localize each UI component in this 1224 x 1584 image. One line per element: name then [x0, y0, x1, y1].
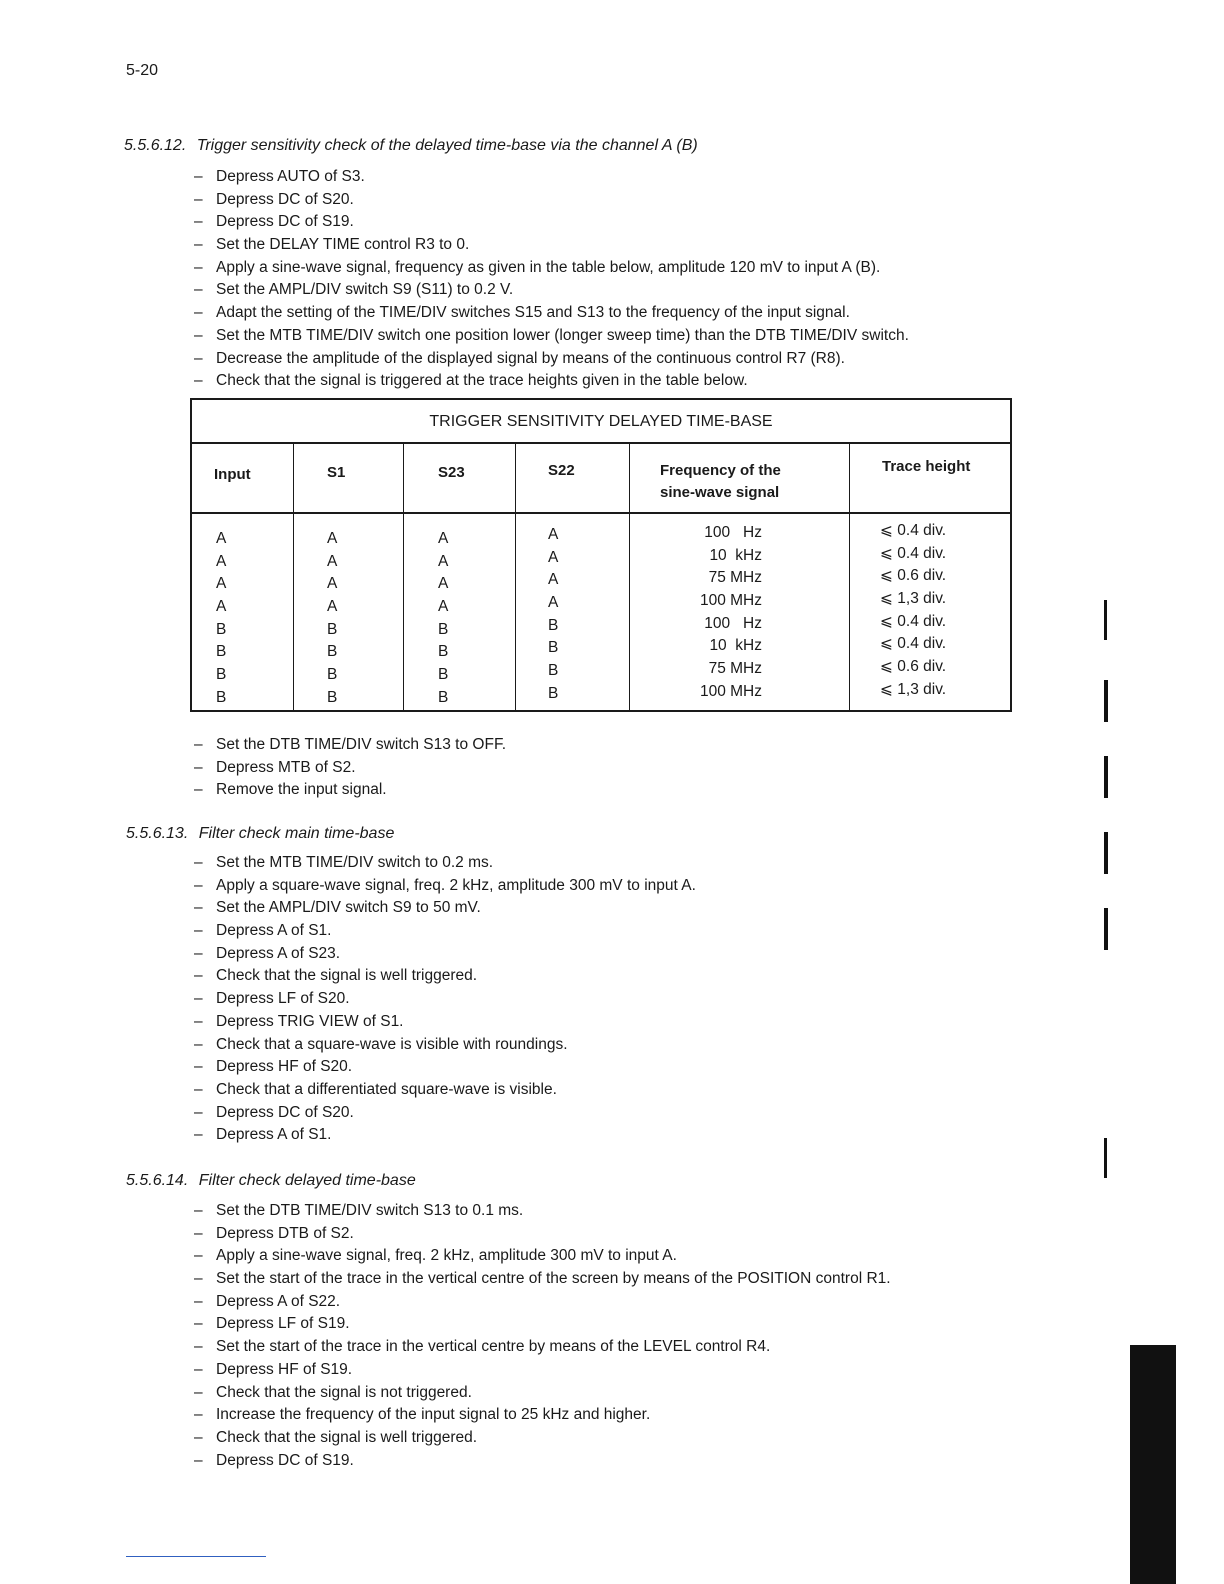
section-heading-12	[124, 137, 698, 155]
step-text: Depress TRIG VIEW of S1.	[216, 1012, 404, 1030]
step-text: Depress A of S22.	[216, 1292, 341, 1310]
step-item	[194, 1056, 696, 1079]
step-item	[194, 1124, 696, 1147]
step-text: Depress DC of S20.	[216, 190, 354, 208]
step-text: Adapt the setting of the TIME/DIV switches S15 and S13 to the frequency of the input signal.	[216, 304, 850, 322]
step-item	[194, 370, 909, 393]
table-cell: 75 MHz	[708, 660, 762, 678]
header-frequency	[660, 460, 781, 504]
table-cell: B	[548, 684, 559, 702]
table-cell: A	[548, 526, 559, 543]
step-item	[194, 1313, 891, 1336]
dash-bullet: –	[194, 1058, 203, 1076]
step-item	[194, 257, 909, 280]
step-text: Check that the signal is well triggered.	[216, 1428, 478, 1446]
step-item	[194, 279, 909, 302]
table-cell: A	[216, 530, 227, 547]
dash-bullet: –	[194, 1080, 203, 1098]
step-text: Depress AUTO of S3.	[216, 168, 365, 185]
table-cell: B	[216, 688, 227, 706]
step-item	[194, 166, 909, 189]
step-text: Depress DC of S19.	[216, 213, 354, 231]
table-cell: B	[548, 662, 559, 680]
section-number: 5.5.6.14.	[126, 1172, 189, 1189]
step-item	[194, 211, 909, 234]
step-text: Depress A of S23.	[216, 944, 341, 962]
column-s23	[438, 528, 448, 710]
table-cell: B	[216, 666, 227, 684]
step-text: Check that a square-wave is visible with roundings.	[216, 1035, 568, 1053]
dash-bullet: –	[194, 1292, 203, 1310]
dash-bullet: –	[194, 781, 203, 799]
column-s22	[548, 524, 558, 706]
table-cell: 100 Hz	[704, 614, 762, 632]
step-text: Set the MTB TIME/DIV switch one position lower (longer sweep time) than the DTB TIME/DIV switch.	[216, 326, 909, 344]
step-text: Check that a differentiated square-wave is visible.	[216, 1080, 557, 1098]
dash-bullet: –	[194, 304, 203, 322]
step-item	[194, 1102, 696, 1125]
dash-bullet: –	[194, 1338, 203, 1356]
step-text: Depress DC of S19.	[216, 1451, 354, 1469]
scan-edge-shadow	[1130, 1345, 1176, 1584]
step-text: Depress HF of S20.	[216, 1058, 353, 1076]
table-cell: A	[438, 598, 449, 616]
step-text: Apply a sine-wave signal, freq. 2 kHz, amplitude 300 mV to input A.	[216, 1247, 677, 1265]
step-text: Set the start of the trace in the vertical centre by means of the LEVEL control R4.	[216, 1338, 771, 1356]
table-cell: ⩽ 1,3 div.	[880, 590, 947, 608]
dash-bullet: –	[194, 967, 203, 985]
table-cell: ⩽ 0.4 div.	[880, 635, 947, 653]
table-cell: 100 MHz	[699, 682, 762, 700]
dash-bullet: –	[194, 1012, 203, 1030]
header-frequency-line2: sine-wave signal	[660, 484, 780, 501]
table-cell: B	[327, 643, 338, 661]
dash-bullet: –	[194, 1360, 203, 1378]
dash-bullet: –	[194, 922, 203, 940]
step-list	[194, 734, 506, 802]
dash-bullet: –	[194, 1224, 203, 1242]
column-s1	[327, 528, 337, 710]
step-item	[194, 348, 909, 371]
step-text: Set the AMPL/DIV switch S9 (S11) to 0.2 V.	[216, 281, 514, 299]
section-title: Filter check delayed time-base	[198, 1172, 416, 1189]
step-text: Depress MTB of S2.	[216, 758, 356, 776]
table-cell: A	[548, 548, 559, 566]
dash-bullet: –	[194, 372, 203, 390]
table-cell: A	[327, 575, 338, 593]
section-number: 5.5.6.13.	[126, 825, 189, 842]
step-item	[194, 1034, 696, 1057]
table-header-row	[192, 442, 1010, 514]
dash-bullet: –	[194, 1103, 203, 1121]
table-cell: A	[327, 552, 338, 570]
step-item	[194, 757, 506, 780]
dash-bullet: –	[194, 1035, 203, 1053]
table-cell: ⩽ 0.6 div.	[880, 567, 947, 585]
step-text: Set the AMPL/DIV switch S9 to 50 mV.	[216, 899, 481, 917]
table-cell: B	[548, 616, 559, 634]
step-item	[194, 920, 696, 943]
table-cell: ⩽ 0.4 div.	[880, 522, 947, 539]
table-cell: A	[327, 530, 338, 547]
step-text: Depress A of S1.	[216, 922, 332, 940]
section-heading-13	[126, 825, 394, 843]
table-cell: ⩽ 0.4 div.	[880, 544, 947, 562]
table-cell: ⩽ 1,3 div.	[880, 680, 947, 698]
step-text: Depress LF of S19.	[216, 1315, 350, 1333]
step-list	[194, 1200, 891, 1472]
step-item	[194, 965, 696, 988]
step-text: Increase the frequency of the input signal to 25 kHz and higher.	[216, 1406, 651, 1424]
table-cell: A	[216, 552, 227, 570]
table-cell: B	[438, 688, 449, 706]
header-trace-height: Trace height	[882, 458, 971, 475]
table-cell: A	[548, 594, 559, 612]
table-cell: 100 Hz	[704, 524, 762, 541]
step-text: Depress A of S1.	[216, 1126, 332, 1144]
table-cell: 10 kHz	[709, 637, 762, 655]
dash-bullet: –	[194, 236, 203, 254]
dash-bullet: –	[194, 168, 203, 185]
table-cell: B	[216, 620, 227, 638]
trigger-sensitivity-table	[190, 398, 1012, 712]
step-item	[194, 234, 909, 257]
dash-bullet: –	[194, 1126, 203, 1144]
step-text: Apply a square-wave signal, freq. 2 kHz, amplitude 300 mV to input A.	[216, 876, 696, 894]
table-cell: B	[327, 666, 338, 684]
step-text: Depress DC of S20.	[216, 1103, 354, 1121]
table-cell: B	[327, 620, 338, 638]
step-item	[194, 1011, 696, 1034]
step-item	[194, 302, 909, 325]
dash-bullet: –	[194, 990, 203, 1008]
step-item	[194, 325, 909, 348]
dash-bullet: –	[194, 281, 203, 299]
step-item	[194, 897, 696, 920]
dash-bullet: –	[194, 1428, 203, 1446]
step-item	[194, 943, 696, 966]
column-input	[216, 528, 226, 710]
dash-bullet: –	[194, 899, 203, 917]
binding-mark	[1104, 832, 1108, 874]
table-cell: ⩽ 0.6 div.	[880, 658, 947, 676]
dash-bullet: –	[194, 1406, 203, 1424]
dash-bullet: –	[194, 213, 203, 231]
header-s22: S22	[548, 462, 575, 479]
section-heading-14	[126, 1172, 416, 1190]
step-text: Set the DELAY TIME control R3 to 0.	[216, 236, 470, 254]
dash-bullet: –	[194, 326, 203, 344]
step-item	[194, 1359, 891, 1382]
binding-mark	[1104, 1138, 1107, 1178]
step-item	[194, 1336, 891, 1359]
dash-bullet: –	[194, 736, 203, 753]
step-item	[194, 1268, 891, 1291]
step-text: Set the start of the trace in the vertical centre of the screen by means of the POSITION control R1.	[216, 1270, 891, 1288]
table-cell: B	[216, 643, 227, 661]
table-cell: B	[327, 688, 338, 706]
column-trace-height	[880, 520, 946, 702]
step-item	[194, 1382, 891, 1405]
binding-mark	[1104, 680, 1108, 722]
step-item	[194, 734, 506, 757]
table-cell: 100 MHz	[699, 592, 762, 610]
table-cell: 10 kHz	[709, 546, 762, 564]
step-text: Decrease the amplitude of the displayed signal by means of the continuous control R7 (R8).	[216, 349, 845, 367]
step-item	[194, 1200, 891, 1223]
column-frequency	[662, 522, 762, 704]
step-text: Set the DTB TIME/DIV switch S13 to 0.1 ms.	[216, 1202, 524, 1219]
table-title: TRIGGER SENSITIVITY DELAYED TIME-BASE	[192, 400, 1010, 444]
section-title: Trigger sensitivity check of the delayed time-base via the channel A (B)	[196, 137, 698, 154]
footer-rule	[126, 1556, 266, 1557]
table-cell: A	[216, 575, 227, 593]
step-item	[194, 1427, 891, 1450]
step-text: Depress DTB of S2.	[216, 1224, 354, 1242]
dash-bullet: –	[194, 1451, 203, 1469]
table-cell: A	[438, 575, 449, 593]
dash-bullet: –	[194, 1315, 203, 1333]
table-cell: A	[438, 552, 449, 570]
table-cell: A	[216, 598, 227, 616]
step-text: Depress HF of S19.	[216, 1360, 353, 1378]
table-cell: 75 MHz	[708, 569, 762, 587]
step-text: Check that the signal is well triggered.	[216, 967, 478, 985]
binding-mark	[1104, 908, 1108, 950]
table-cell: ⩽ 0.4 div.	[880, 612, 947, 630]
binding-mark	[1104, 600, 1107, 640]
section-title: Filter check main time-base	[198, 825, 395, 842]
dash-bullet: –	[194, 944, 203, 962]
step-item	[194, 875, 696, 898]
table-cell: A	[327, 598, 338, 616]
step-item	[194, 1223, 891, 1246]
step-item	[194, 1245, 891, 1268]
dash-bullet: –	[194, 1270, 203, 1288]
dash-bullet: –	[194, 349, 203, 367]
step-item	[194, 852, 696, 875]
table-cell: B	[548, 639, 559, 657]
header-frequency-line1: Frequency of the	[660, 462, 781, 479]
step-item	[194, 1450, 891, 1473]
step-item	[194, 988, 696, 1011]
page-number: 5-20	[126, 62, 159, 79]
step-text: Apply a sine-wave signal, frequency as given in the table below, amplitude 120 mV to input A (B).	[216, 258, 881, 276]
table-cell: B	[438, 666, 449, 684]
header-s1: S1	[327, 464, 346, 481]
dash-bullet: –	[194, 258, 203, 276]
dash-bullet: –	[194, 758, 203, 776]
step-text: Depress LF of S20.	[216, 990, 350, 1008]
section-number: 5.5.6.12.	[124, 137, 187, 154]
dash-bullet: –	[194, 1247, 203, 1265]
step-item	[194, 1404, 891, 1427]
binding-mark	[1104, 756, 1108, 798]
step-text: Set the MTB TIME/DIV switch to 0.2 ms.	[216, 854, 494, 871]
table-cell: B	[438, 620, 449, 638]
step-list	[194, 166, 909, 393]
step-text: Check that the signal is not triggered.	[216, 1383, 472, 1401]
step-text: Set the DTB TIME/DIV switch S13 to OFF.	[216, 736, 506, 753]
header-input: Input	[214, 466, 251, 483]
dash-bullet: –	[194, 1383, 203, 1401]
table-cell: B	[438, 643, 449, 661]
header-s23: S23	[438, 464, 465, 481]
step-item	[194, 189, 909, 212]
table-cell: A	[438, 530, 449, 547]
step-text: Check that the signal is triggered at the trace heights given in the table below.	[216, 372, 748, 390]
dash-bullet: –	[194, 854, 203, 871]
table-cell: A	[548, 571, 559, 589]
step-item	[194, 1079, 696, 1102]
step-item	[194, 779, 506, 802]
dash-bullet: –	[194, 190, 203, 208]
dash-bullet: –	[194, 1202, 203, 1219]
step-item	[194, 1291, 891, 1314]
step-text: Remove the input signal.	[216, 781, 387, 799]
step-list	[194, 852, 696, 1147]
dash-bullet: –	[194, 876, 203, 894]
